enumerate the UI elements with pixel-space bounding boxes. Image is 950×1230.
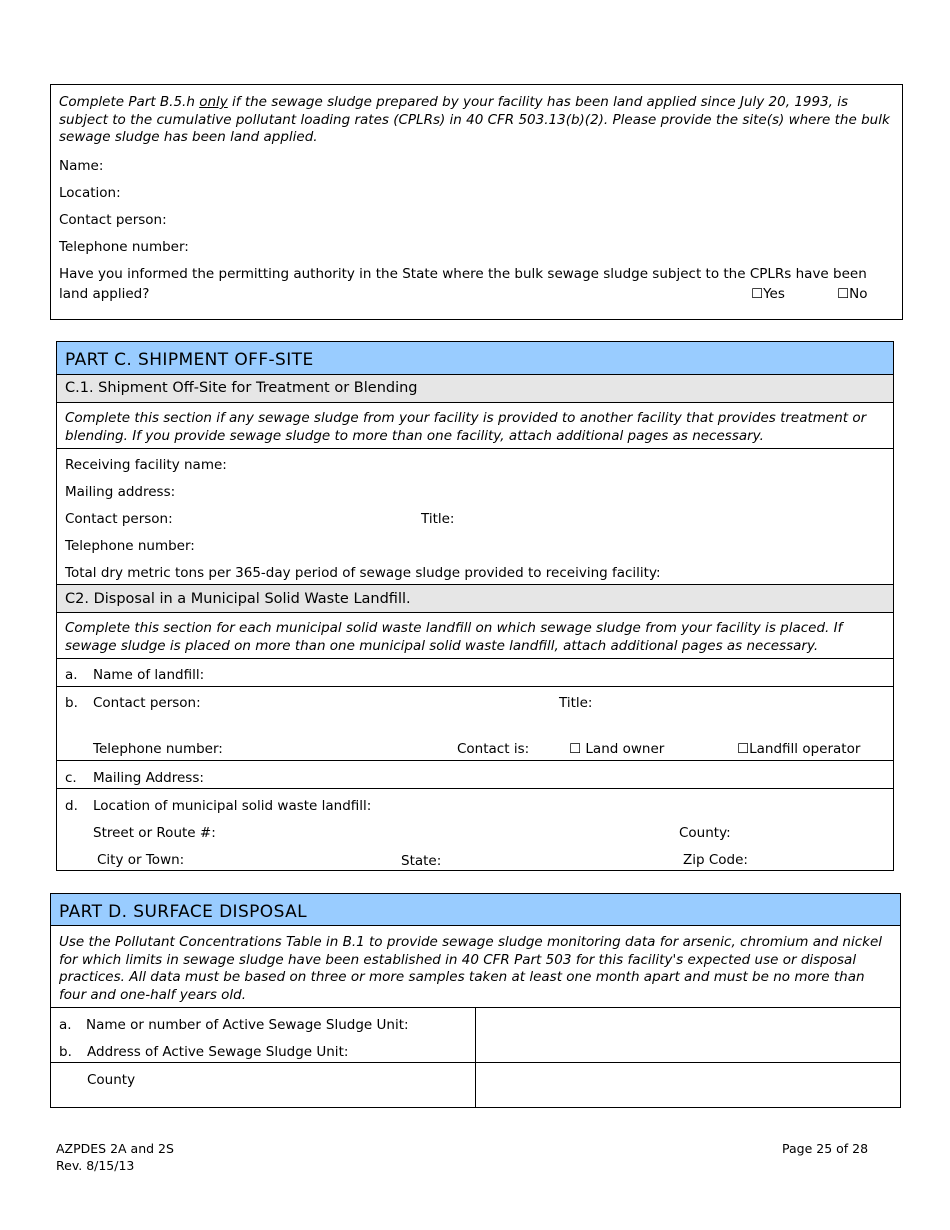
part-d-a-letter: a. xyxy=(59,1017,72,1033)
intro-only-emphasis: only xyxy=(199,94,228,110)
part-c-title: PART C. SHIPMENT OFF-SITE xyxy=(65,350,314,370)
c2-county-label: County: xyxy=(679,825,731,841)
landfill-location-label: Location of municipal solid waste landfill: xyxy=(93,798,372,814)
part-d-b-letter: b. xyxy=(59,1044,72,1060)
informed-question-cont: land applied? xyxy=(59,286,150,302)
city-town-label: City or Town: xyxy=(97,852,185,868)
contact-person-label: Contact person: xyxy=(59,212,167,228)
form-id: AZPDES 2A and 2S xyxy=(56,1141,174,1156)
page-number: Page 25 of 28 xyxy=(782,1141,869,1156)
c1-title: C.1. Shipment Off-Site for Treatment or Blending xyxy=(65,380,418,396)
part-d-county-label: County xyxy=(87,1072,136,1088)
informed-question: Have you informed the permitting authority in the State where the bulk sewage sludge subject to the CPLRs have been xyxy=(59,266,867,282)
mailing-address-label: Mailing address: xyxy=(65,484,176,500)
no-checkbox[interactable]: ☐No xyxy=(837,286,868,302)
location-label: Location: xyxy=(59,185,121,201)
receiving-facility-label: Receiving facility name: xyxy=(65,457,227,473)
street-route-label: Street or Route #: xyxy=(93,825,216,841)
c2-d-letter: d. xyxy=(65,798,78,814)
c1-telephone-label: Telephone number: xyxy=(65,538,195,554)
telephone-label: Telephone number: xyxy=(59,239,189,255)
c2-a-letter: a. xyxy=(65,667,78,683)
c1-title-label: Title: xyxy=(421,511,455,527)
c1-header xyxy=(57,375,893,402)
zip-code-label: Zip Code: xyxy=(683,852,748,868)
name-label: Name: xyxy=(59,158,104,174)
c2-telephone-label: Telephone number: xyxy=(93,741,223,757)
landfill-name-label: Name of landfill: xyxy=(93,667,205,683)
landfill-operator-checkbox[interactable]: ☐Landfill operator xyxy=(737,741,861,757)
c2-title-label: Title: xyxy=(559,695,593,711)
sludge-unit-address-label: Address of Active Sewage Sludge Unit: xyxy=(87,1044,349,1060)
c1-contact-person-label: Contact person: xyxy=(65,511,173,527)
land-owner-checkbox[interactable]: ☐ Land owner xyxy=(569,741,665,757)
intro-text: Complete Part B.5.h xyxy=(59,94,200,110)
c2-b-letter: b. xyxy=(65,695,78,711)
dry-tons-label: Total dry metric tons per 365-day period of sewage sludge provided to receiving facility: xyxy=(65,565,661,581)
part-d-section xyxy=(50,893,901,1108)
c2-header xyxy=(57,585,893,612)
part-c-section xyxy=(56,341,894,871)
c1-instructions: Complete this section if any sewage sludge from your facility is provided to another facility that provides treatment or blending. If you provide sewage sludge to more than one facility, attach additional pages as necessary. xyxy=(65,410,867,444)
sludge-unit-answer-field[interactable] xyxy=(476,1008,900,1062)
part-b5h-instructions xyxy=(59,94,895,147)
intro-text-continued: if the sewage sludge prepared by your facility has been land applied since July 20, 1993, is subject to the cumulative pollutant loading rates (CPLRs) in 40 CFR 503.13(b)(2). Please provide the site(s) where the bulk sewage sludge has been land applied. xyxy=(59,94,890,145)
part-d-title: PART D. SURFACE DISPOSAL xyxy=(59,902,307,922)
c2-contact-person-label: Contact person: xyxy=(93,695,201,711)
county-answer-field[interactable] xyxy=(476,1063,900,1107)
revision-date: Rev. 8/15/13 xyxy=(56,1158,135,1173)
yes-checkbox[interactable]: ☐Yes xyxy=(751,286,785,302)
part-b5h-section xyxy=(50,84,903,320)
contact-is-label: Contact is: xyxy=(457,741,530,757)
c2-title: C2. Disposal in a Municipal Solid Waste Landfill. xyxy=(65,591,411,607)
part-d-header xyxy=(51,894,900,925)
part-d-instructions: Use the Pollutant Concentrations Table in B.1 to provide sewage sludge monitoring data for arsenic, chromium and nickel for which limits in sewage sludge have been established in 40 CFR Part 503 for this facility's expected use or disposal practices. All data must be based on three or more samples taken at least one month apart and must be no more than four and one-half years old. xyxy=(59,934,883,1003)
c2-mailing-address-label: Mailing Address: xyxy=(93,770,204,786)
part-c-header xyxy=(57,342,893,374)
sludge-unit-name-label: Name or number of Active Sewage Sludge Unit: xyxy=(86,1017,409,1033)
c2-c-letter: c. xyxy=(65,770,77,786)
state-label: State: xyxy=(401,853,442,869)
c2-instructions: Complete this section for each municipal solid waste landfill on which sewage sludge from your facility is placed. If sewage sludge is placed on more than one municipal solid waste landfill, attach additional pages as necessary. xyxy=(65,620,843,654)
